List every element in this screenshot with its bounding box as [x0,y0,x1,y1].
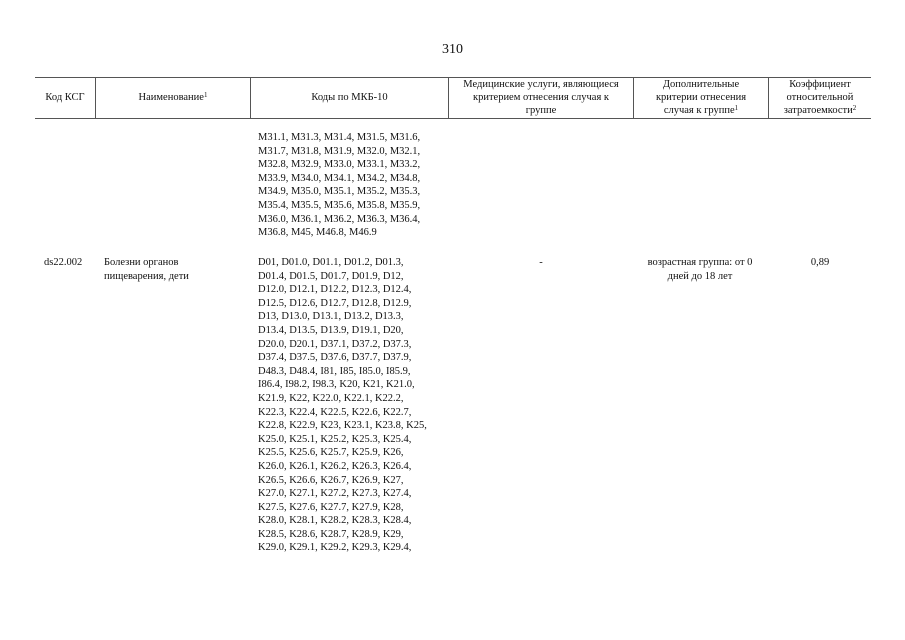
header-bottom-border [35,118,871,119]
page-number: 310 [442,42,463,57]
header-additional-criteria: Дополнительные критерии отнесения случая к группе$^1$ [655,79,747,116]
continuation-codes: M31.1, M31.3, M31.4, M31.5, M31.6, M31.7, M31.8, M31.9, M32.0, M32.1, M32.8, M32.9, M33.0, M33.1, M33.2, M33.9, M34.0, M34.1, M34.2, M34.8, M34.9, M35.0, M35.1, M35.2, M35.3, M35.4, M35.5, M35.6, M35.8, M35.9, M36.0, M36.1, M36.2, M36.3, M36.4, M36.8, M45, M46.8, M46.9 [258,132,421,239]
row-criteria: возрастная группа: от 0 дней до 18 лет [647,257,753,282]
row-services: - [539,257,543,268]
header-coefficient: Коэффициент относительной затратоемкости$^2$ [783,79,857,116]
header-ksg-code: Код КСГ [45,92,85,103]
header-mkb-codes: Коды по МКБ-10 [311,92,388,103]
row-ksg-code: ds22.002 [44,257,83,268]
row-coefficient: 0,89 [810,257,830,268]
header-name: Наименование$^1$ [138,91,208,103]
row-mkb-codes: D01, D01.0, D01.1, D01.2, D01.3, D01.4, D01.5, D01.7, D01.9, D12, D12.0, D12.1, D12.2, D12.3, D12.4, D12.5, D12.6, D12.7, D12.8, D12.9, D13, D13.0, D13.1, D13.2, D13.3, D13.4, D13.5, D13.9, D19.1, D20, D20.0, D20.1, D37.1, D37.2, D37.3, D37.4, D37.5, D37.6, D37.7, D37.9, D48.3, D48.4, I81, I85, I85.0, I85.9, I86.4, I98.2, I98.3, K20, K21, K21.0, K21.9, K22, K22.0, K22.1, K22.2, K22.3, K22.4, K22.5, K22.6, K22.7, K22.8, K22.9, K23, K23.1, K23.8, K25, K25.0, K25.1, K25.2, K25.3, K25.4, K25.5, K25.6, K25.7, K25.9, K26, K26.0, K26.1, K26.2, K26.3, K26.4, K26.5, K26.6, K26.7, K26.9, K27, K27.0, K27.1, K27.2, K27.3, K27.4, K27.5, K27.6, K27.7, K27.9, K28, K28.0, K28.1, K28.2, K28.3, K28.4, K28.5, K28.6, K28.7, K28.9, K29, K29.0, K29.1, K29.2, K29.3, K29.4, [258,257,427,554]
header-medical-services: Медицинские услуги, являющиеся критерием отнесения случая к группе [463,79,619,116]
row-name: Болезни органов пищеварения, дети [104,257,189,282]
